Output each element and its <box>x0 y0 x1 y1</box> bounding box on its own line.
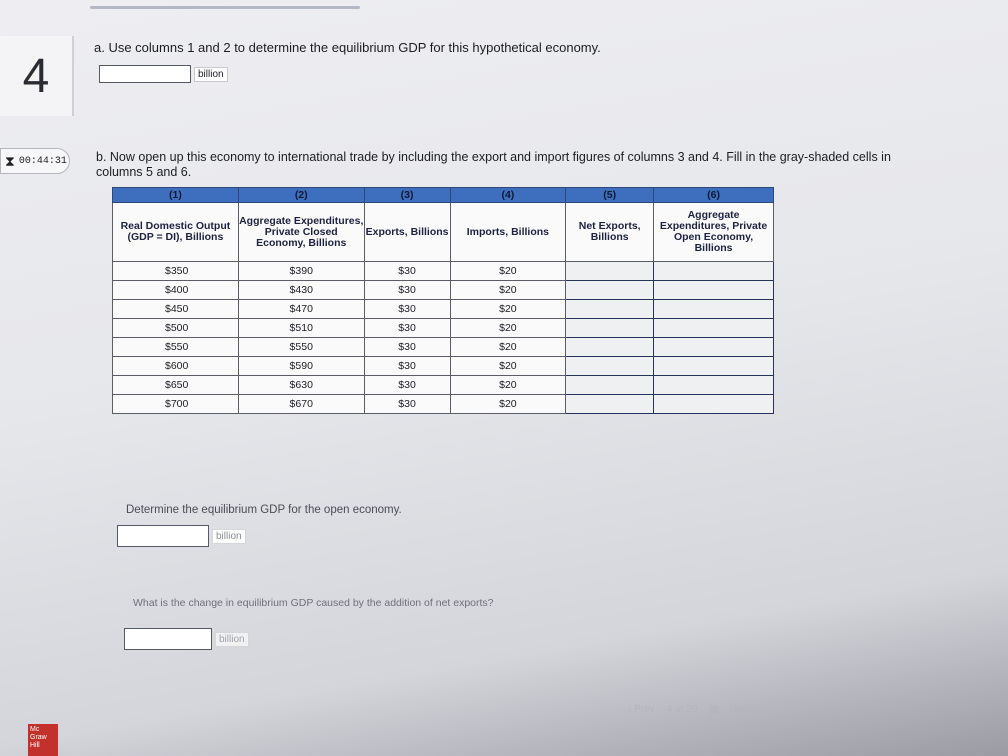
cell-imports: $20 <box>450 395 566 414</box>
ae-open-input-cell[interactable] <box>654 338 774 357</box>
ae-open-input-cell[interactable] <box>654 262 774 281</box>
cell-imports: $20 <box>450 300 566 319</box>
column-header: Imports, Billions <box>450 203 566 262</box>
scrolled-header-remnant <box>90 6 370 14</box>
cell-gdp: $650 <box>113 376 239 395</box>
part-c-input[interactable] <box>117 525 209 547</box>
part-b-prompt: b. Now open up this economy to international trade by including the export and import figures of columns 3 and 4. Fill in the gray-shaded cells in columns 5 and 6. <box>96 150 891 179</box>
part-d-input[interactable] <box>124 628 212 650</box>
cell-imports: $20 <box>450 262 566 281</box>
table-col-number-row <box>113 188 774 203</box>
table-row <box>113 262 774 281</box>
net-exports-input-cell[interactable] <box>566 357 654 376</box>
publisher-logo: Mc Graw Hill <box>28 724 58 756</box>
table-row <box>113 319 774 338</box>
cell-imports: $20 <box>450 281 566 300</box>
cell-ae-closed: $390 <box>238 262 364 281</box>
timer-text: 00:44:31 <box>18 155 67 167</box>
part-a-input[interactable] <box>99 65 191 83</box>
cell-ae-closed: $630 <box>238 376 364 395</box>
prev-label: Prev <box>634 704 655 715</box>
cell-exports: $30 <box>364 376 450 395</box>
cell-imports: $20 <box>450 338 566 357</box>
table-row <box>113 338 774 357</box>
cell-ae-closed: $430 <box>238 281 364 300</box>
cell-exports: $30 <box>364 281 450 300</box>
part-d-prompt: What is the change in equilibrium GDP caused by the addition of net exports? <box>133 597 494 609</box>
ae-open-input-cell[interactable] <box>654 376 774 395</box>
column-header: Real Domestic Output (GDP = DI), Billions <box>113 203 239 262</box>
cell-ae-closed: $590 <box>238 357 364 376</box>
column-header: Aggregate Expenditures, Private Open Economy, Billions <box>654 203 774 262</box>
chevron-left-icon: ‹ <box>628 704 632 715</box>
ae-open-input-cell[interactable] <box>654 319 774 338</box>
col-number: (4) <box>450 188 566 203</box>
pagination <box>628 704 756 715</box>
timer[interactable] <box>0 148 70 174</box>
net-exports-input-cell[interactable] <box>566 338 654 357</box>
part-c-prompt: Determine the equilibrium GDP for the open economy. <box>126 504 402 516</box>
part-a-prompt: a. Use columns 1 and 2 to determine the equilibrium GDP for this hypothetical economy. <box>94 40 601 55</box>
column-header: Net Exports, Billions <box>566 203 654 262</box>
net-exports-input-cell[interactable] <box>566 262 654 281</box>
table-row <box>113 357 774 376</box>
net-exports-input-cell[interactable] <box>566 395 654 414</box>
part-c-unit: billion <box>212 529 246 544</box>
cell-gdp: $700 <box>113 395 239 414</box>
ae-open-input-cell[interactable] <box>654 281 774 300</box>
cell-imports: $20 <box>450 376 566 395</box>
part-d-answer <box>124 628 249 650</box>
net-exports-input-cell[interactable] <box>566 376 654 395</box>
col-number: (6) <box>654 188 774 203</box>
ae-open-input-cell[interactable] <box>654 357 774 376</box>
net-exports-input-cell[interactable] <box>566 319 654 338</box>
part-c-answer <box>117 525 246 547</box>
table-row <box>113 376 774 395</box>
cell-exports: $30 <box>364 395 450 414</box>
next-button[interactable] <box>730 704 757 715</box>
cell-gdp: $500 <box>113 319 239 338</box>
col-number: (3) <box>364 188 450 203</box>
cell-exports: $30 <box>364 319 450 338</box>
page-position: 4 of 20 <box>666 704 698 715</box>
table-row <box>113 281 774 300</box>
cell-gdp: $400 <box>113 281 239 300</box>
cell-ae-closed: $550 <box>238 338 364 357</box>
question-number: 4 <box>0 36 74 116</box>
table-header-row <box>113 203 774 262</box>
next-label: Next <box>729 704 751 715</box>
net-exports-input-cell[interactable] <box>566 300 654 319</box>
cell-gdp: $550 <box>113 338 239 357</box>
cell-ae-closed: $510 <box>238 319 364 338</box>
cell-exports: $30 <box>364 338 450 357</box>
hourglass-icon: ⧗ <box>5 152 15 169</box>
cell-imports: $20 <box>450 319 566 338</box>
gdp-table <box>112 187 774 414</box>
part-d-unit: billion <box>215 632 249 647</box>
table-row <box>113 300 774 319</box>
column-header: Exports, Billions <box>364 203 450 262</box>
col-number: (2) <box>238 188 364 203</box>
table-row <box>113 395 774 414</box>
col-number: (1) <box>113 188 239 203</box>
cell-ae-closed: $470 <box>238 300 364 319</box>
column-header: Aggregate Expenditures, Private Closed Economy, Billions <box>238 203 364 262</box>
ae-open-input-cell[interactable] <box>654 395 774 414</box>
grid-icon[interactable]: ▦ <box>709 704 718 715</box>
ae-open-input-cell[interactable] <box>654 300 774 319</box>
cell-exports: $30 <box>364 357 450 376</box>
net-exports-input-cell[interactable] <box>566 281 654 300</box>
part-a-answer <box>99 65 228 83</box>
chevron-right-icon: › <box>753 704 757 715</box>
cell-gdp: $450 <box>113 300 239 319</box>
col-number: (5) <box>566 188 654 203</box>
cell-exports: $30 <box>364 262 450 281</box>
cell-ae-closed: $670 <box>238 395 364 414</box>
cell-gdp: $350 <box>113 262 239 281</box>
cell-gdp: $600 <box>113 357 239 376</box>
prev-button[interactable] <box>628 704 655 715</box>
cell-exports: $30 <box>364 300 450 319</box>
cell-imports: $20 <box>450 357 566 376</box>
part-a-unit: billion <box>194 67 228 82</box>
